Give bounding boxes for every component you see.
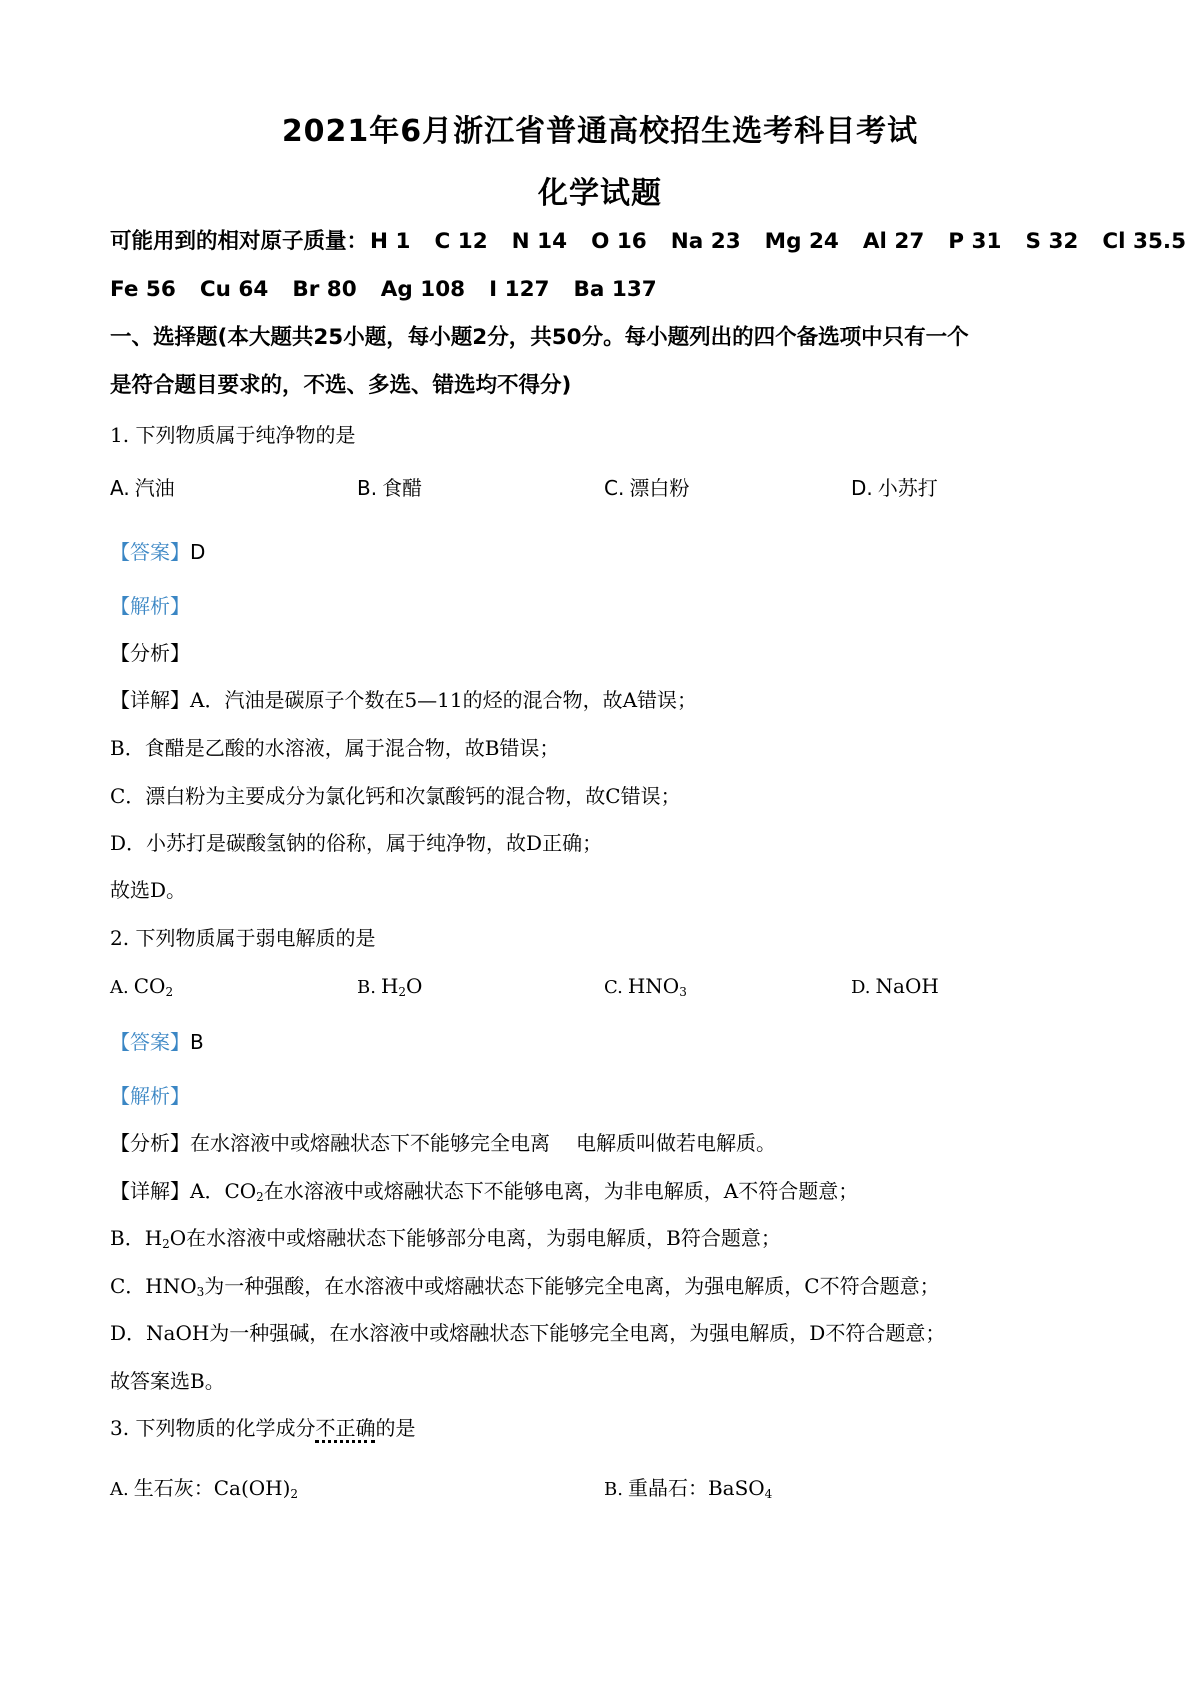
option-text: 漂白粉 — [629, 476, 690, 500]
section-heading-line-1: 一、选择题(本大题共25小题，每小题2分，共50分。每小题列出的四个备选项中只有一个 — [110, 325, 969, 350]
option-label: B. — [357, 977, 376, 998]
q2-option-a — [110, 972, 173, 1002]
answer-tag: 【答案】 — [110, 1030, 190, 1054]
option-formula: $CO_2$ — [133, 974, 174, 999]
option-label: D. — [851, 977, 871, 998]
fenxi-text: 在水溶液中或熔融状态下不能够完全电离 — [190, 1131, 550, 1155]
q1-detail-b: B．食醋是乙酸的水溶液，属于混合物，故B错误； — [110, 736, 560, 760]
q3-stem: 3. 下列物质的化学成分不正确的是 — [110, 1414, 415, 1442]
option-label: B. — [357, 476, 378, 500]
q1-answer — [110, 538, 205, 566]
q1-conclusion: 故选D。 — [110, 878, 187, 902]
q2-option-c — [604, 972, 687, 1002]
q2-conclusion: 故答案选B。 — [110, 1369, 225, 1393]
q1-detail-a — [110, 686, 697, 714]
fenxi-text-2: 电解质叫做若电解质。 — [576, 1131, 776, 1155]
q2-fenxi — [110, 1129, 776, 1157]
option-formula: $Ca(OH)_2$ — [213, 1476, 299, 1501]
option-text: 食醋 — [382, 476, 423, 500]
q3-option-a — [110, 1474, 298, 1504]
exam-title: 2021年6月浙江省普通高校招生选考科目考试 — [281, 114, 919, 149]
q2-analysis-tag: 【解析】 — [110, 1084, 190, 1108]
option-label: A. — [110, 977, 129, 998]
answer-tag: 【答案】 — [110, 540, 190, 564]
q2-detail-d: D．NaOH为一种强碱，在水溶液中或熔融状态下能够完全电离，为强电解质，D不符合题意； — [110, 1321, 946, 1345]
atomic-mass-item: I 127 — [489, 277, 550, 302]
atomic-mass-item: N 14 — [511, 229, 568, 254]
atomic-mass-item: C 12 — [434, 229, 488, 254]
option-text: 汽油 — [134, 476, 175, 500]
q2-detail-b: B．$H_2O$在水溶液中或熔融状态下能够部分电离，为弱电解质，B符合题意； — [110, 1226, 781, 1251]
atomic-mass-item: Fe 56 — [110, 277, 176, 302]
exam-subtitle: 化学试题 — [538, 176, 662, 211]
option-formula: $H_2O$ — [380, 974, 423, 999]
atomic-mass-item: S 32 — [1025, 229, 1079, 254]
q1-option-a — [110, 474, 175, 503]
atomic-mass-item: H 1 — [370, 229, 411, 254]
atomic-mass-item: Al 27 — [862, 229, 925, 254]
option-label: A. — [110, 1479, 129, 1500]
atomic-mass-item: Cu 64 — [199, 277, 269, 302]
q2-option-d — [851, 972, 939, 1002]
q2-stem: 2. 下列物质属于弱电解质的是 — [110, 926, 376, 950]
atomic-mass-line-1 — [110, 228, 1186, 256]
atomic-mass-item: P 31 — [948, 229, 1002, 254]
q1-stem: 1. 下列物质属于纯净物的是 — [110, 423, 356, 447]
atomic-mass-item: Ba 137 — [573, 277, 657, 302]
q3-option-b — [604, 1474, 772, 1504]
option-label: A. — [110, 476, 130, 500]
q1-option-d — [851, 474, 938, 503]
detail-tag: 【详解】 — [110, 688, 190, 712]
atomic-mass-item: Ag 108 — [380, 277, 466, 302]
q2-answer — [110, 1028, 204, 1056]
section-heading-line-2: 是符合题目要求的，不选、多选、错选均不得分) — [110, 373, 572, 398]
answer-value: D — [190, 540, 206, 564]
atomic-mass-item: Mg 24 — [764, 229, 839, 254]
atomic-mass-label: 可能用到的相对原子质量： — [110, 229, 369, 254]
atomic-mass-item: O 16 — [591, 229, 647, 254]
option-label: D. — [851, 476, 873, 500]
option-label: B. — [604, 1479, 623, 1500]
fenxi-tag: 【分析】 — [110, 1131, 190, 1155]
q1-detail-d: D．小苏打是碳酸氢钠的俗称，属于纯净物，故D正确； — [110, 831, 603, 855]
q1-detail-c: C．漂白粉为主要成分为氯化钙和次氯酸钙的混合物，故C错误； — [110, 784, 681, 808]
q1-fenxi-tag: 【分析】 — [110, 641, 190, 665]
q1-option-b — [357, 474, 422, 503]
atomic-mass-item: Br 80 — [292, 277, 357, 302]
option-formula: NaOH — [875, 974, 939, 998]
q2-option-b — [357, 972, 422, 1002]
option-formula: $HNO_3$ — [627, 974, 687, 999]
answer-value: B — [190, 1030, 204, 1054]
option-text: 生石灰： — [133, 1476, 214, 1500]
q2-detail-c: C．$HNO_3$为一种强酸，在水溶液中或熔融状态下能够完全电离，为强电解质，C不符合题意； — [110, 1274, 940, 1299]
option-label: C. — [604, 476, 625, 500]
option-formula: BaSO$_4$ — [707, 1476, 773, 1501]
option-text: 重晶石： — [627, 1476, 708, 1500]
q1-option-c — [604, 474, 689, 503]
q2-detail-a: 【详解】A．$CO_2$在水溶液中或熔融状态下不能够电离，为非电解质，A不符合题意； — [110, 1179, 859, 1204]
detail-text: A．汽油是碳原子个数在5—11的烃的混合物，故A错误； — [190, 688, 698, 712]
atomic-mass-line-2 — [110, 276, 657, 304]
q1-analysis-tag: 【解析】 — [110, 594, 190, 618]
option-label: C. — [604, 977, 623, 998]
emphasized-text: 不正确 — [315, 1416, 375, 1443]
detail-tag: 【详解】 — [110, 1179, 190, 1203]
option-text: 小苏打 — [877, 476, 938, 500]
atomic-mass-item: Na 23 — [670, 229, 741, 254]
atomic-mass-item: Cl 35.5 — [1102, 229, 1187, 254]
